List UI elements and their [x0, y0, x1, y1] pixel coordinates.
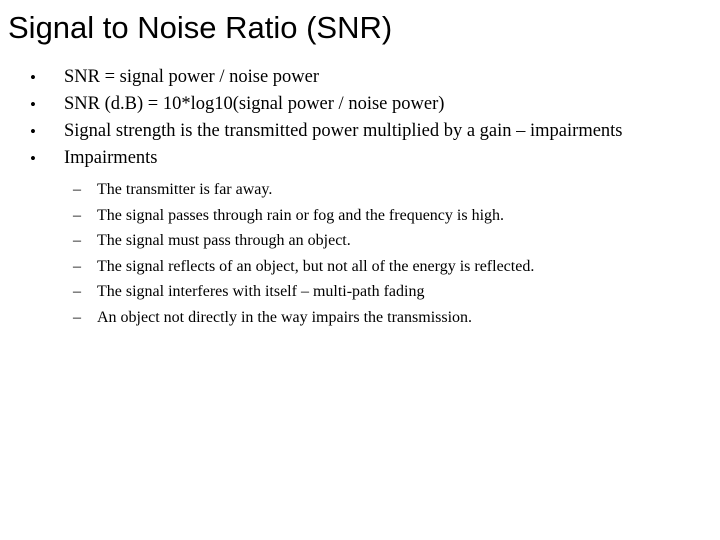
sub-bullet-text: The signal reflects of an object, but not all of the energy is reflected.: [97, 257, 535, 275]
bullet-text: Impairments: [64, 148, 158, 168]
dash-marker: –: [73, 181, 81, 198]
sub-bullet-list: [0, 177, 720, 330]
sub-bullet-item: [0, 279, 720, 305]
bullet-marker: •: [30, 149, 36, 168]
slide-title: Signal to Noise Ratio (SNR): [8, 10, 393, 45]
bullet-marker: •: [30, 122, 36, 141]
bullet-item: [0, 64, 720, 91]
sub-bullet-item: [0, 254, 720, 280]
bullet-text: SNR (d.B) = 10*log10(signal power / noise power): [64, 94, 445, 114]
bullet-item: [0, 118, 720, 145]
dash-marker: –: [73, 283, 81, 300]
bullet-item: [0, 91, 720, 118]
bullet-marker: •: [30, 68, 36, 87]
sub-bullet-text: The signal interferes with itself – multi-path fading: [97, 283, 425, 300]
sub-bullet-item: [0, 177, 720, 203]
sub-bullet-item: [0, 305, 720, 331]
dash-marker: –: [73, 308, 81, 326]
dash-marker: –: [73, 206, 81, 224]
bullet-text: Signal strength is the transmitted power multiplied by a gain – impairments: [64, 121, 623, 141]
dash-marker: –: [73, 232, 81, 249]
bullet-text: SNR = signal power / noise power: [64, 67, 320, 87]
bullet-item: [0, 145, 720, 172]
sub-bullet-text: The signal must pass through an object.: [97, 232, 351, 249]
sub-bullet-text: An object not directly in the way impairs the transmission.: [97, 308, 473, 326]
bullet-marker: •: [30, 95, 36, 114]
bullet-list: [0, 64, 720, 172]
sub-bullet-item: [0, 228, 720, 254]
sub-bullet-item: [0, 203, 720, 229]
sub-bullet-text: The transmitter is far away.: [97, 181, 273, 198]
sub-bullet-text: The signal passes through rain or fog and the frequency is high.: [97, 206, 505, 224]
dash-marker: –: [73, 257, 81, 275]
